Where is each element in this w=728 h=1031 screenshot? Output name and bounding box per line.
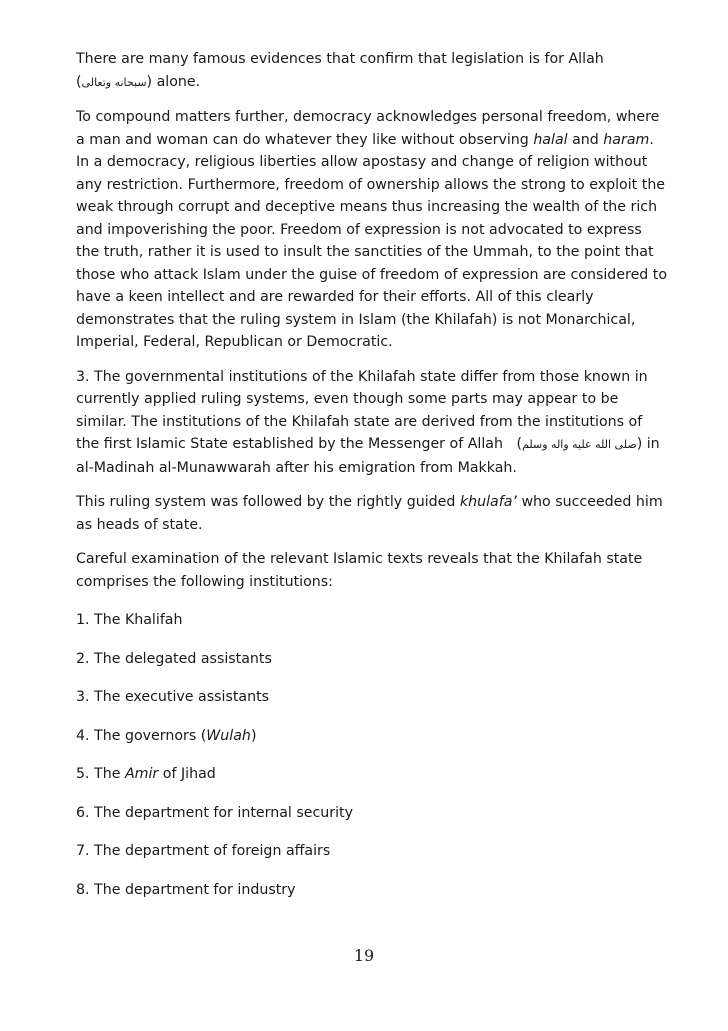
list-item [76,763,668,786]
list-item-text: of Jihad [158,766,216,782]
intro-tail: alone. [156,73,201,90]
khulafa-text-2: who succeeded him as heads of state. [76,494,663,533]
list-item [76,725,668,748]
list-item: 2. The delegated assistants [76,650,272,667]
document-page [76,48,668,917]
intro-text: There are many famous evidences that confirm that legislation is for Allah [76,51,604,67]
halal-term: halal [533,131,568,148]
list-item: 8. The department for industry [76,881,296,898]
list-item: 3. The executive assistants [76,689,270,705]
democracy-text-2: . In a democracy, religious liberties allow apostasy and change of religion without any restriction. Furthermore, freedom of ownership allows the strong to exploit the weak through corrupt and deceptive means thus increasing the wealth of the rich and impoverishing the poor. Freedom of expression is not advocated to express the truth, rather it is used to insult the sanctities of the Ummah, to the point that those who attack Islam under the guise of freedom of expression are considered to have a keen intellect and are rewarded for their efforts. All of this clearly demonstrates that the ruling system in Islam (the Khilafah) is not Monarchical, Imperial, Federal, Republican or Democratic. [76,131,668,350]
arabic-phrase: سبحانه وتعالى [81,75,147,89]
institutions-text-2: in al-Madinah al-Munawwarah after his emigration from Makkah. [76,436,660,476]
democracy-paragraph [76,106,668,354]
amir-term: Amir [124,766,159,782]
khulafa-term: khulafa’ [459,494,517,510]
haram-term: haram [603,131,650,148]
list-item-text: 5. The [76,766,125,782]
examination-paragraph: Careful examination of the relevant Islamic texts reveals that the Khilafah state comprises the following institutions: [76,551,643,590]
wulah-term: Wulah [206,727,251,744]
khulafa-text-1: This ruling system was followed by the rightly guided [76,494,460,510]
democracy-and: and [572,131,604,148]
list-item: 1. The Khalifah [76,612,183,628]
institutions-paragraph: 3. The governmental institutions of the Khilafah state differ from those known in currently applied ruling systems, even though some parts may appear to be similar. The institutions of the Khilafah state are derived from the institutions of the first Islamic State established by the Messenger of Allah (صلى الله عليه واله وسلم) in al-Madinah al-Munawwarah after his emigration from Makkah. [76,368,660,476]
khulafa-paragraph [76,491,668,536]
arabic-salutation: صلى الله عليه واله وسلم [522,438,637,451]
page-number: 19 [353,946,375,965]
list-item-text: ) [250,727,257,744]
list-item: 7. The department of foreign affairs [76,843,331,859]
intro-paragraph: There are many famous evidences that confirm that legislation is for Allah (سبحانه وتعالى) alone. [76,51,604,90]
list-item-text: 4. The governors ( [76,727,207,744]
democracy-text-1: To compound matters further, democracy acknowledges personal freedom, where a man and woman can do whatever they like without observing [76,109,660,148]
list-item: 6. The department for internal security [76,804,353,821]
institutions-text-1: 3. The governmental institutions of the Khilafah state differ from those known in currently applied ruling systems, even though some parts may appear to be similar. The institutions of the Khilafah state are derived from the institutions of the first Islamic State established by the Messenger of Allah [76,368,648,452]
